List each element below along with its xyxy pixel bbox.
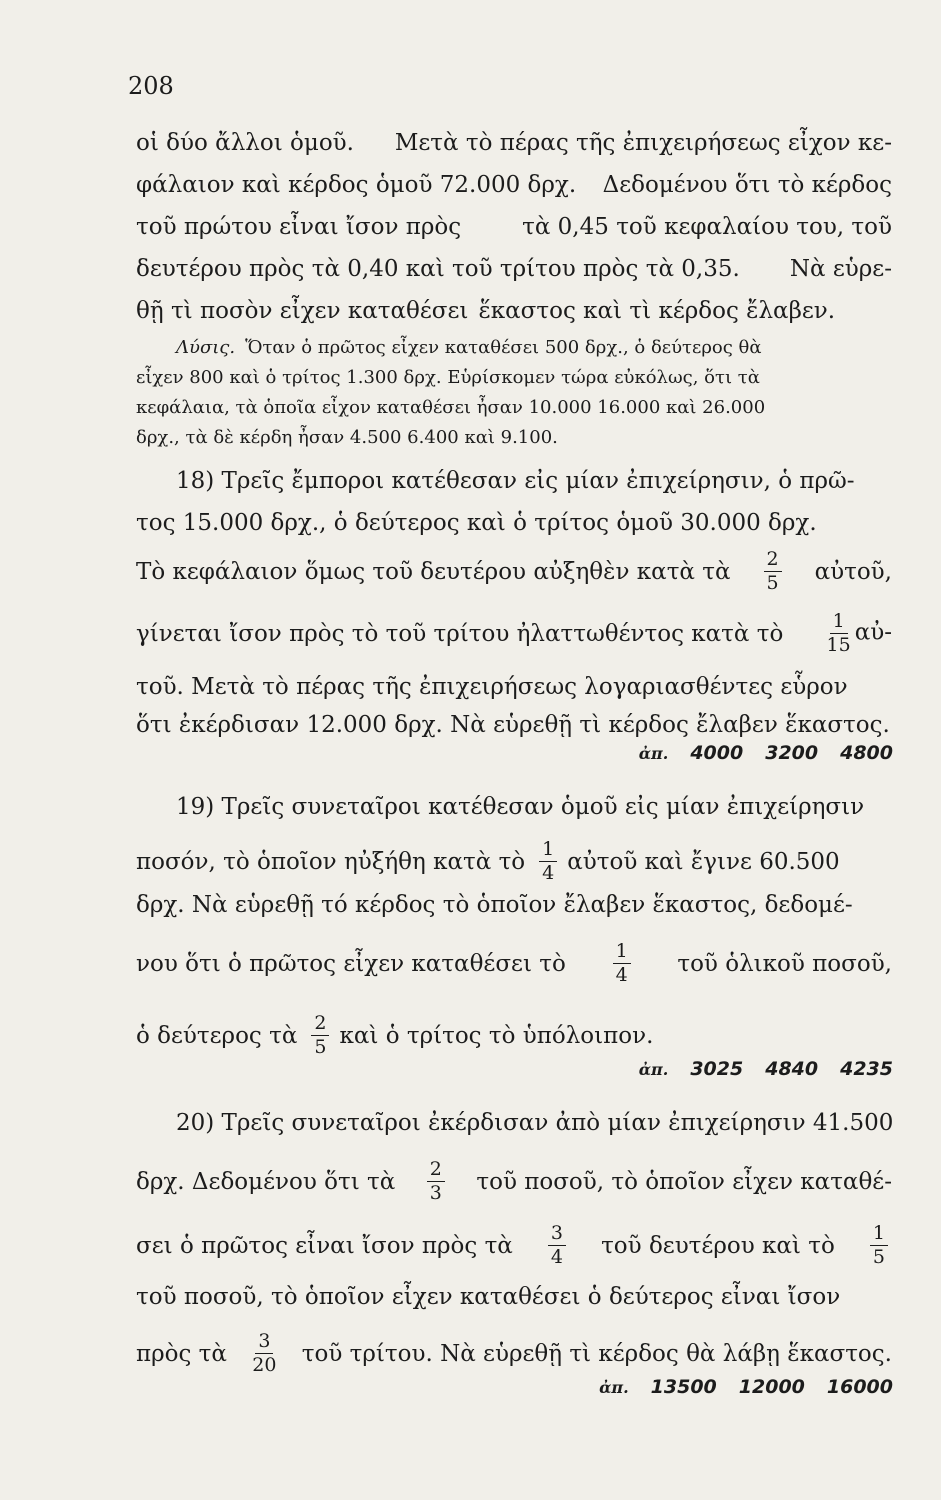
fraction: 1 5 (870, 1224, 888, 1267)
problem-20-line: 20) Τρεῖς συνεταῖροι ἐκέρδισαν ἀπὸ μίαν ἐπιχείρησιν 41.500 (176, 1110, 894, 1136)
problem-19-line: ποσόν, τὸ ὁποῖον ηὐξήθη κατὰ τὸ 1 4 αὐτοῦ καὶ ἔγινε 60.500 (136, 838, 840, 884)
text-line: φάλαιον καὶ κέρδος ὁμοῦ 72.000 δρχ. Δεδομένου ὅτι τὸ κέρδος (136, 172, 892, 198)
problem-19-line: ὁ δεύτερος τὰ 2 5 καὶ ὁ τρίτος τὸ ὑπόλοιπον. (136, 1012, 654, 1058)
problem-20-line: πρὸς τὰ 3 20 τοῦ τρίτου. Νὰ εὑρεθῇ τὶ κέρδος θὰ λάβῃ ἕκαστος. (136, 1330, 892, 1376)
answer-18: ἀπ. 4000 3200 4800 (638, 742, 893, 764)
fraction: 3 20 (252, 1330, 277, 1376)
problem-18-line: Τὸ κεφάλαιον ὅμως τοῦ δευτέρου αὐξηθὲν κατὰ τὰ 2 5 αὐτοῦ, (136, 548, 892, 594)
fraction: $\frac{1}{15}$ (826, 610, 851, 656)
fraction: 3 4 (548, 1224, 566, 1267)
problem-18-line: ὅτι ἐκέρδισαν 12.000 δρχ. Νὰ εὑρεθῇ τὶ κέρδος ἔλαβεν ἕκαστος. (136, 712, 890, 738)
fraction: 2 5 (764, 550, 782, 593)
solution-label: Λύσις. (176, 337, 236, 358)
problem-19-line: δρχ. Νὰ εὑρεθῇ τό κέρδος τὸ ὁποῖον ἔλαβεν ἕκαστος, δεδομέ- (136, 892, 853, 918)
fraction: 1 4 (613, 942, 631, 985)
page-number: 208 (128, 72, 174, 100)
text-line: δευτέρου πρὸς τὰ 0,40 καὶ τοῦ τρίτου πρὸς τὰ 0,35. Νὰ εὑρε- (136, 256, 892, 282)
problem-18-line: γίνεται ἴσον πρὸς τὸ τοῦ τρίτου ἠλαττωθέντος κατὰ τὸ $\frac{1}{15}$ αὐ- (136, 610, 892, 656)
problem-18-line: τοῦ. Μετὰ τὸ πέρας τῆς ἐπιχειρήσεως λογαριασθέντες εὗρον (136, 674, 848, 700)
problem-20-line: δρχ. Δεδομένου ὅτι τὰ 2 3 τοῦ ποσοῦ, τὸ ὁποῖον εἶχεν καταθέ- (136, 1158, 892, 1204)
problem-19-line: 19) Τρεῖς συνεταῖροι κατέθεσαν ὁμοῦ εἰς μίαν ἐπιχείρησιν (176, 794, 865, 820)
solution-line: εἶχεν 800 καὶ ὁ τρίτος 1.300 δρχ. Εὑρίσκομεν τώρα εὐκόλως, ὅτι τὰ (136, 367, 760, 388)
fraction: 1 4 (539, 840, 557, 883)
answer-19: ἀπ. 3025 4840 4235 (638, 1058, 893, 1080)
text-line: οἱ δύο ἄλλοι ὁμοῦ. Μετὰ τὸ πέρας τῆς ἐπιχειρήσεως εἶχον κε- (136, 130, 892, 156)
fraction: 2 3 (427, 1160, 445, 1203)
solution-line: κεφάλαια, τὰ ὁποῖα εἶχον καταθέσει ἦσαν 10.000 16.000 καὶ 26.000 (136, 397, 766, 418)
fraction: 2 5 (311, 1014, 329, 1057)
text-line: τοῦ πρώτου εἶναι ἴσον πρὸς τὰ 0,45 τοῦ κεφαλαίου του, τοῦ (136, 214, 892, 240)
text-line: θῇ τὶ ποσὸν εἶχεν καταθέσει ἕκαστος καὶ τὶ κέρδος ἔλαβεν. (136, 298, 836, 324)
solution-line: δρχ., τὰ δὲ κέρδη ἦσαν 4.500 6.400 καὶ 9.100. (136, 427, 558, 448)
problem-18-line: 18) Τρεῖς ἔμποροι κατέθεσαν εἰς μίαν ἐπιχείρησιν, ὁ πρῶ- (176, 468, 855, 494)
solution-line: Λύσις. Ὅταν ὁ πρῶτος εἶχεν καταθέσει 500 δρχ., ὁ δεύτερος θὰ (176, 337, 762, 358)
problem-20-line: τοῦ ποσοῦ, τὸ ὁποῖον εἶχεν καταθέσει ὁ δεύτερος εἶναι ἴσον (136, 1284, 841, 1310)
problem-19-line: νου ὅτι ὁ πρῶτος εἶχεν καταθέσει τὸ 1 4 τοῦ ὁλικοῦ ποσοῦ, (136, 940, 892, 986)
problem-18-line: τος 15.000 δρχ., ὁ δεύτερος καὶ ὁ τρίτος ὁμοῦ 30.000 δρχ. (136, 510, 817, 536)
problem-20-line: σει ὁ πρῶτος εἶναι ἴσον πρὸς τὰ 3 4 τοῦ δευτέρου καὶ τὸ 1 5 (136, 1224, 892, 1267)
answer-20: ἀπ. 13500 12000 16000 (599, 1376, 893, 1398)
